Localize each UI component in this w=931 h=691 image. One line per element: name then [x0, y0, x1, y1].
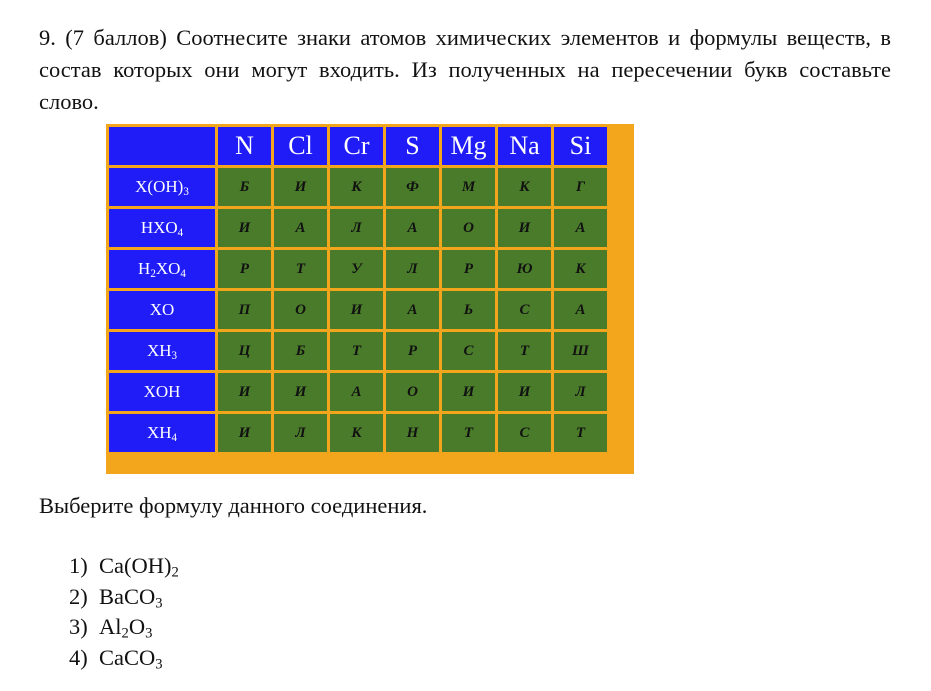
letter-cell: К [553, 249, 609, 290]
letter-cell: И [217, 372, 273, 413]
formula-subscript: 3 [155, 595, 163, 612]
formula-subscript: 3 [155, 656, 163, 673]
answer-options [69, 551, 179, 673]
letter-cell: К [329, 413, 385, 454]
letter-cell: Н [385, 413, 441, 454]
formula-subscript: 4 [180, 267, 186, 280]
question-text: 9. (7 баллов) Соотнесите знаки атомов химических элементов и формулы веществ, в состав которых они могут входить. Из полученных на пересечении букв составьте слово. [39, 25, 891, 114]
answer-option[interactable] [69, 612, 179, 643]
answer-option[interactable] [69, 582, 179, 613]
row-formula-header [108, 290, 217, 331]
letter-cell: Л [553, 372, 609, 413]
option-formula [99, 644, 163, 673]
row-formula-header [108, 413, 217, 454]
letter-cell: Т [497, 331, 553, 372]
option-formula [99, 553, 179, 581]
letter-cell: Р [385, 331, 441, 372]
letter-cell: Л [273, 413, 329, 454]
row-formula-header [108, 372, 217, 413]
letter-cell: О [273, 290, 329, 331]
letter-cell: Л [329, 208, 385, 249]
letter-cell: С [497, 290, 553, 331]
answer-option[interactable] [69, 551, 179, 582]
formula-text: XOH [143, 382, 181, 401]
letter-cell: Ф [385, 167, 441, 208]
formula-subscript: 4 [177, 226, 184, 239]
letter-cell: Р [217, 249, 273, 290]
row-formula-header [108, 249, 217, 290]
letter-cell: Т [273, 249, 329, 290]
letter-cell: Т [441, 413, 497, 454]
row-formula-header [108, 208, 217, 249]
letter-cell: Л [385, 249, 441, 290]
row-formula-header [108, 331, 217, 372]
formula-text: BaCO [99, 583, 156, 609]
letter-cell: А [329, 372, 385, 413]
letter-cell: Ш [553, 331, 609, 372]
letter-cell: Т [553, 413, 609, 454]
formula-subscript: 2 [171, 564, 179, 581]
letter-cell: К [329, 167, 385, 208]
table-row [108, 413, 609, 454]
letter-cell: Р [441, 249, 497, 290]
option-number: 2) [69, 583, 88, 609]
column-header: Cl [273, 126, 329, 167]
formula-text: XH [146, 423, 172, 442]
column-header: N [217, 126, 273, 167]
letter-cell: Ц [217, 331, 273, 372]
formula-text: X(OH) [135, 177, 184, 196]
letter-cell: А [385, 208, 441, 249]
corner-cell [108, 126, 217, 167]
letter-cell: И [273, 372, 329, 413]
letter-cell: П [217, 290, 273, 331]
letter-cell: Т [329, 331, 385, 372]
table-row [108, 290, 609, 331]
letter-cell: И [273, 167, 329, 208]
option-number: 4) [69, 644, 88, 670]
option-number: 1) [69, 553, 88, 578]
letter-cell: У [329, 249, 385, 290]
letter-cell: А [553, 290, 609, 331]
letter-cell: Г [553, 167, 609, 208]
letter-cell: М [441, 167, 497, 208]
formula-subscript: 2 [150, 267, 156, 280]
answer-option[interactable] [69, 643, 179, 674]
letter-cell: Б [217, 167, 273, 208]
formula-text: O [128, 614, 146, 639]
letter-cell: И [497, 372, 553, 413]
column-header: Na [497, 126, 553, 167]
option-formula [99, 614, 153, 642]
table-row [108, 167, 609, 208]
letter-cell: О [385, 372, 441, 413]
letter-cell: О [441, 208, 497, 249]
prompt-text: Выберите формулу данного соединения. [39, 493, 428, 518]
option-formula [99, 583, 163, 612]
formula-text: Ca(OH) [99, 553, 172, 578]
formula-subscript: 3 [183, 185, 189, 198]
letter-cell: Ь [441, 290, 497, 331]
formula-text: XH [146, 341, 172, 360]
grid-body [108, 167, 609, 454]
formula-subscript: 4 [171, 431, 178, 444]
table-row [108, 208, 609, 249]
letter-cell: С [441, 331, 497, 372]
table-row [108, 372, 609, 413]
letter-cell: И [217, 208, 273, 249]
header-row [108, 126, 609, 167]
formula-text: CaCO [99, 644, 156, 670]
element-formula-grid [106, 124, 610, 455]
letter-cell: А [385, 290, 441, 331]
table-row [108, 249, 609, 290]
letter-cell: К [497, 167, 553, 208]
column-header: Cr [329, 126, 385, 167]
table-row [108, 331, 609, 372]
formula-text: HXO [140, 218, 178, 237]
letter-cell: И [441, 372, 497, 413]
option-number: 3) [69, 614, 88, 639]
letter-cell: И [329, 290, 385, 331]
formula-text: H [138, 259, 151, 278]
column-header: Si [553, 126, 609, 167]
formula-subscript: 2 [121, 625, 129, 642]
column-header: Mg [441, 126, 497, 167]
letter-cell: Б [273, 331, 329, 372]
formula-text: Al [99, 614, 122, 639]
formula-subscript: 3 [171, 349, 178, 362]
letter-cell: С [497, 413, 553, 454]
letter-cell: И [497, 208, 553, 249]
letter-cell: И [217, 413, 273, 454]
row-formula-header [108, 167, 217, 208]
formula-text: XO [155, 259, 181, 278]
formula-text: XO [149, 300, 175, 319]
letter-cell: А [553, 208, 609, 249]
formula-subscript: 3 [145, 625, 153, 642]
letter-cell: Ю [497, 249, 553, 290]
matching-table [106, 124, 634, 474]
column-header: S [385, 126, 441, 167]
letter-cell: А [273, 208, 329, 249]
